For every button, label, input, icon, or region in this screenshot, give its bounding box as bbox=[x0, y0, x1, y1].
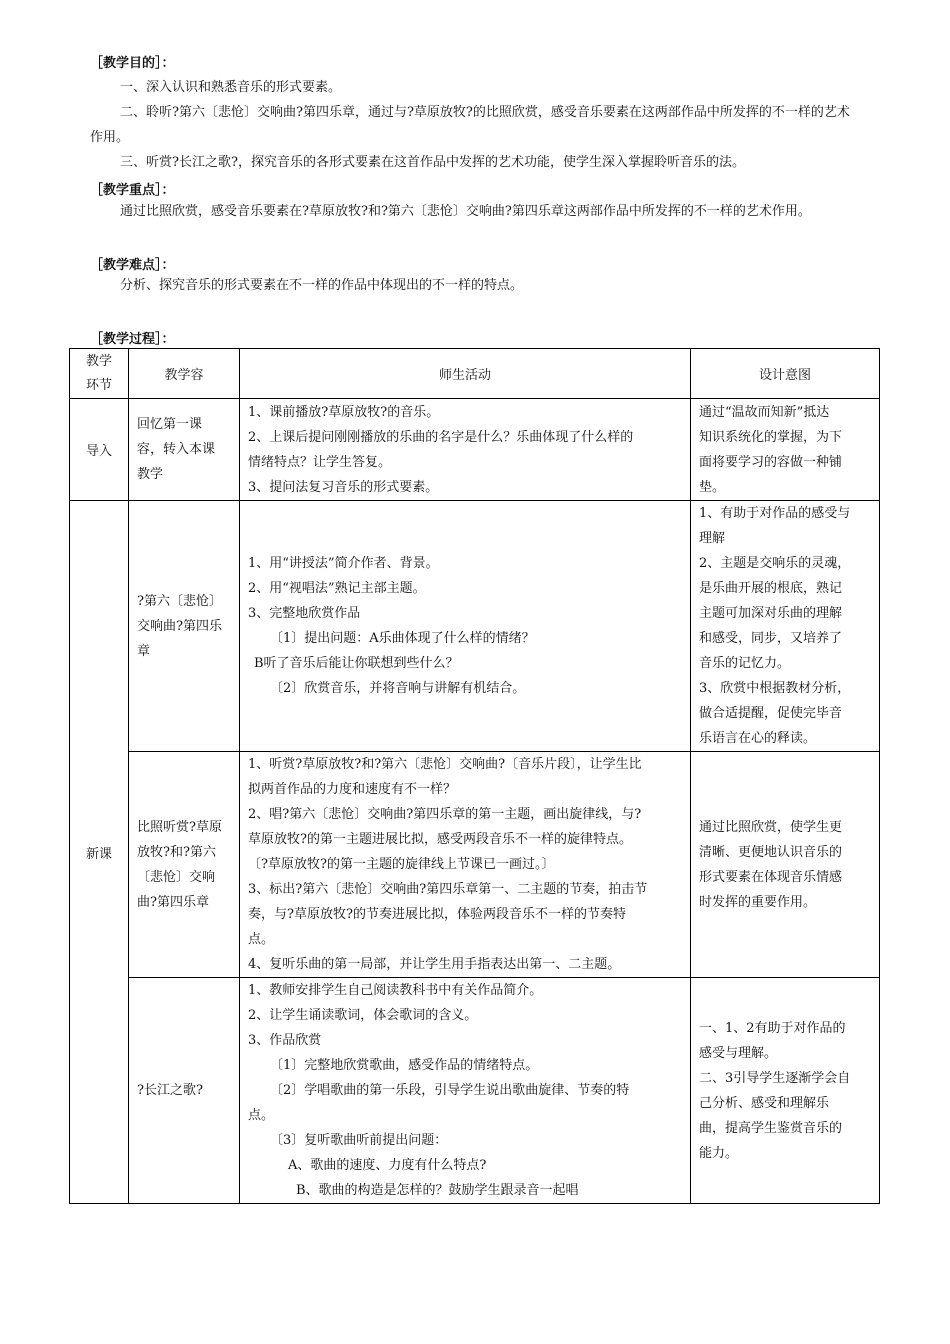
table-row bbox=[70, 501, 880, 752]
header-intent: 设计意图 bbox=[691, 349, 880, 399]
objective-item-3: 三、听赏?长江之歌?，探究音乐的各形式要素在这首作品中发挥的艺术功能，使学生深入掌握聆听音乐的法。 bbox=[120, 155, 745, 170]
header-content: 教学容 bbox=[129, 349, 240, 399]
process-heading: ［教学过程］： bbox=[90, 332, 175, 347]
content-cell: 比照听赏?草原 放牧?和?第六 〔悲怆〕交响 曲?第四乐章 bbox=[129, 752, 240, 978]
content-cell: ?第六〔悲怆〕 交响曲?第四乐 章 bbox=[129, 501, 240, 752]
table-row bbox=[70, 752, 880, 978]
header-stage: 教学 环节 bbox=[70, 349, 129, 399]
activity-cell: 1、课前播放?草原放牧?的音乐。 2、上课后提问刚刚播放的乐曲的名字是什么？乐曲体现了什么样的 情绪特点？让学生答复。 3、提问法复习音乐的形式要素。 bbox=[240, 399, 691, 501]
intent-cell: 通过比照欣赏，使学生更 清晰、更便地认识音乐的 形式要素在体现音乐情感 时发挥的重要作用。 bbox=[691, 752, 880, 978]
difficulty-heading: ［教学难点］： bbox=[90, 258, 175, 273]
intent-cell: 通过“温故而知新”抵达 知识系统化的掌握，为下 面将要学习的容做一种铺 垫。 bbox=[691, 399, 880, 501]
key-point-text: 通过比照欣赏，感受音乐要素在?草原放牧?和?第六〔悲怆〕交响曲?第四乐章这两部作品中所发挥的不一样的艺术作用。 bbox=[120, 204, 811, 219]
activity-cell: 1、用“讲授法”简介作者、背景。 2、用“视唱法”熟记主部主题。 3、完整地欣赏作品 〔1〕提出问题：A乐曲体现了什么样的情绪？ B听了音乐后能让你联想到些什么？ 〔2〕欣赏音乐，并将音响与讲解有机结合。 bbox=[240, 501, 691, 752]
stage-cell: 导入 bbox=[70, 399, 129, 501]
intent-cell: 一、1、2有助于对作品的 感受与理解。 二、3引导学生逐渐学会自 己分析、感受和理解乐 曲，提高学生鉴赏音乐的 能力。 bbox=[691, 978, 880, 1204]
stage-cell: 新课 bbox=[70, 501, 129, 1204]
objective-item-1: 一、深入认识和熟悉音乐的形式要素。 bbox=[120, 80, 342, 95]
content-cell: ?长江之歌? bbox=[129, 978, 240, 1204]
difficulty-text: 分析、探究音乐的形式要素在不一样的作品中体现出的不一样的特点。 bbox=[120, 278, 524, 293]
table-row bbox=[70, 978, 880, 1204]
table-row bbox=[70, 399, 880, 501]
objective-item-2: 二、聆听?第六〔悲怆〕交响曲?第四乐章，通过与?草原放牧?的比照欣赏，感受音乐要素在这两部作品中所发挥的不一样的艺术作用。 bbox=[90, 105, 850, 145]
content-cell: 回忆第一课 容，转入本课 教学 bbox=[129, 399, 240, 501]
table-header-row bbox=[70, 349, 880, 399]
activity-cell: 1、听赏?草原放牧?和?第六〔悲怆〕交响曲?〔音乐片段〕，让学生比 拟两首作品的力度和速度有不一样？ 2、唱?第六〔悲怆〕交响曲?第四乐章的第一主题，画出旋律线，与? 草原放牧?的第一主题进展比拟，感受两段音乐不一样的旋律特点。 〔?草原放牧?的第一主题的旋律线上节课已一画过。〕 3、标出?第六〔悲怆〕交响曲?第四乐章第一、二主题的节奏，拍击节 奏，与?草原放牧?的节奏进展比拟，体验两段音乐不一样的节奏特 点。 4、复听乐曲的第一局部，并让学生用手指表达出第一、二主题。 bbox=[240, 752, 691, 978]
activity-cell: 1、教师安排学生自己阅读教科书中有关作品简介。 2、让学生诵读歌词，体会歌词的含义。 3、作品欣赏 〔1〕完整地欣赏歌曲，感受作品的情绪特点。 〔2〕学唱歌曲的第一乐段，引导学生说出歌曲旋律、节奏的特 点。 〔3〕复听歌曲听前提出问题： A、歌曲的速度、力度有什么特点? B、歌曲的构造是怎样的？鼓励学生跟录音一起唱 bbox=[240, 978, 691, 1204]
objective-list bbox=[90, 75, 860, 175]
intent-cell: 1、有助于对作品的感受与 理解 2、主题是交响乐的灵魂， 是乐曲开展的根底，熟记 主题可加深对乐曲的理解 和感受，同步，又培养了 音乐的记忆力。 3、欣赏中根据教材分析， 做合适提醒，促使完毕音 乐语言在心的释读。 bbox=[691, 501, 880, 752]
header-activity: 师生活动 bbox=[240, 349, 691, 399]
process-table bbox=[69, 348, 880, 1204]
objective-heading: ［教学目的］： bbox=[90, 56, 175, 71]
key-point-heading: ［教学重点］： bbox=[90, 183, 175, 198]
